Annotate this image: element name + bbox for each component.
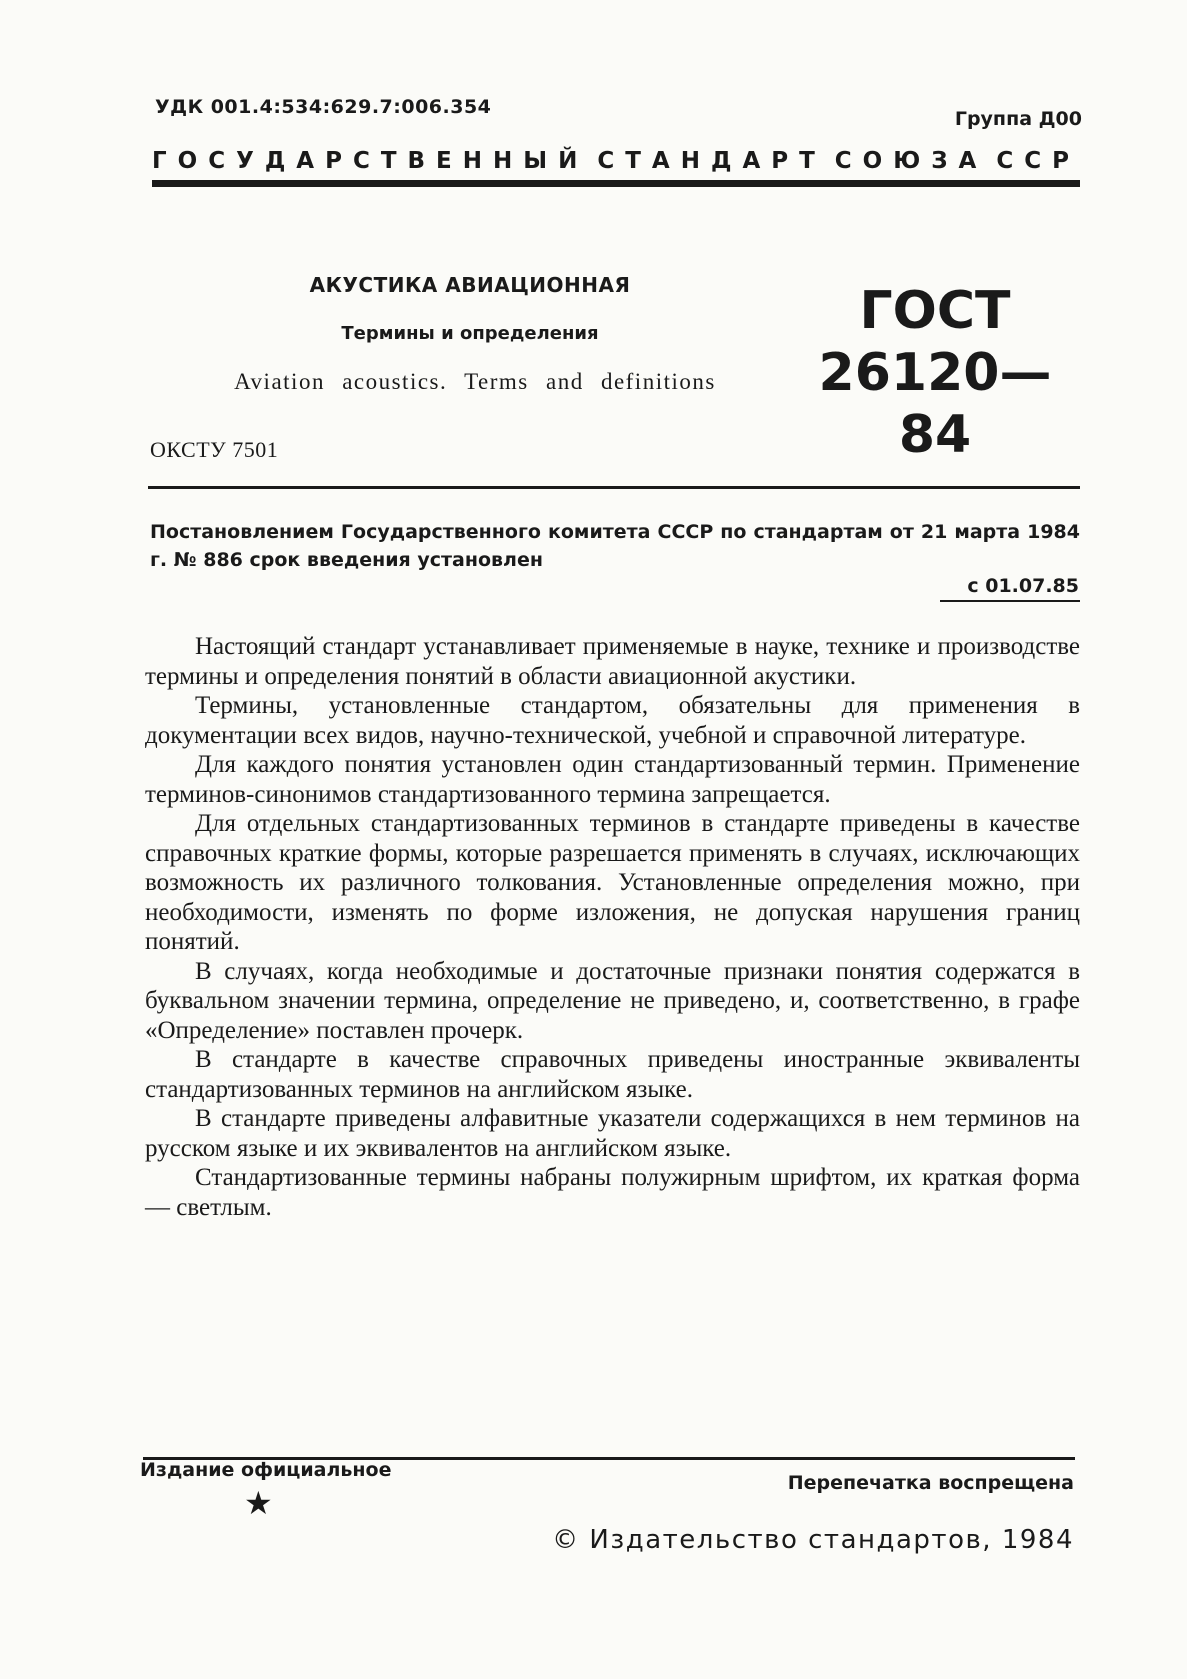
state-word-4: ССР <box>996 148 1080 174</box>
reprint-notice: Перепечатка воспрещена <box>787 1472 1074 1494</box>
official-edition-label: Издание официальное <box>140 1459 392 1481</box>
star-icon: ★ <box>244 1484 273 1522</box>
paragraph: Настоящий стандарт устанавливает применяемые в науке, технике и производстве термины и определения понятий в области авиационной акустики. <box>145 633 1080 690</box>
paragraph: В стандарте приведены алфавитные указатели содержащихся в нем терминов на русском языке и их эквивалентов на английском языке. <box>145 1105 1080 1162</box>
header-rule <box>152 180 1080 187</box>
document-title-ru: АКУСТИКА АВИАЦИОННАЯ <box>309 273 631 297</box>
paragraph: В случаях, когда необходимые и достаточные признаки понятия содержатся в буквальном значении термина, определение не приведено, и, соответственно, в графе «Определение» поставлен прочерк. <box>145 957 1080 1044</box>
body-text <box>145 632 1080 1222</box>
section-rule <box>148 486 1080 489</box>
document-subtitle-ru: Термины и определения <box>341 323 599 344</box>
gost-number: 26120—84 <box>818 343 1052 465</box>
copyright-notice: © Издательство стандартов, 1984 <box>552 1525 1074 1555</box>
date-underline <box>940 600 1080 602</box>
decree-text: Постановлением Государственного комитета СССР по стандартам от 21 марта 1984 г. № 886 срок введения установлен <box>150 521 1080 571</box>
effective-date: с 01.07.85 <box>967 575 1079 597</box>
state-standard-heading <box>152 148 1080 174</box>
oksty-code: ОКСТУ 7501 <box>150 437 279 462</box>
paragraph: Термины, установленные стандартом, обязательны для применения в документации всех видов, научно-технической, учебной и справочной литературе. <box>145 692 1080 749</box>
gost-label: ГОСТ <box>859 281 1011 341</box>
paragraph: Для каждого понятия установлен один стандартизованный термин. Применение терминов-синонимов стандартизованного термина запрещается. <box>145 751 1080 808</box>
paragraph: Стандартизованные термины набраны полужирным шрифтом, их краткая форма — светлым. <box>145 1164 1080 1221</box>
udk-code: УДК 001.4:534:629.7:006.354 <box>155 96 492 118</box>
state-word-2: СТАНДАРТ <box>597 148 826 174</box>
state-word-1: ГОСУДАРСТВЕННЫЙ <box>152 148 589 174</box>
paragraph: В стандарте в качестве справочных приведены иностранные эквиваленты стандартизованных терминов на английском языке. <box>145 1046 1080 1103</box>
state-word-3: СОЮЗА <box>834 148 988 174</box>
group-code: Группа Д00 <box>954 108 1082 130</box>
document-title-en: Aviation acoustics. Terms and definitions <box>234 369 716 394</box>
paragraph: Для отдельных стандартизованных терминов в стандарте приведены в качестве справочных краткие формы, которые разрешается применять в случаях, исключающих возможность их различного толкования. Установленные определения можно, при необходимости, изменять по форме изложения, не допуская нарушения границ понятий. <box>145 810 1080 955</box>
gost-designation <box>810 280 1060 466</box>
